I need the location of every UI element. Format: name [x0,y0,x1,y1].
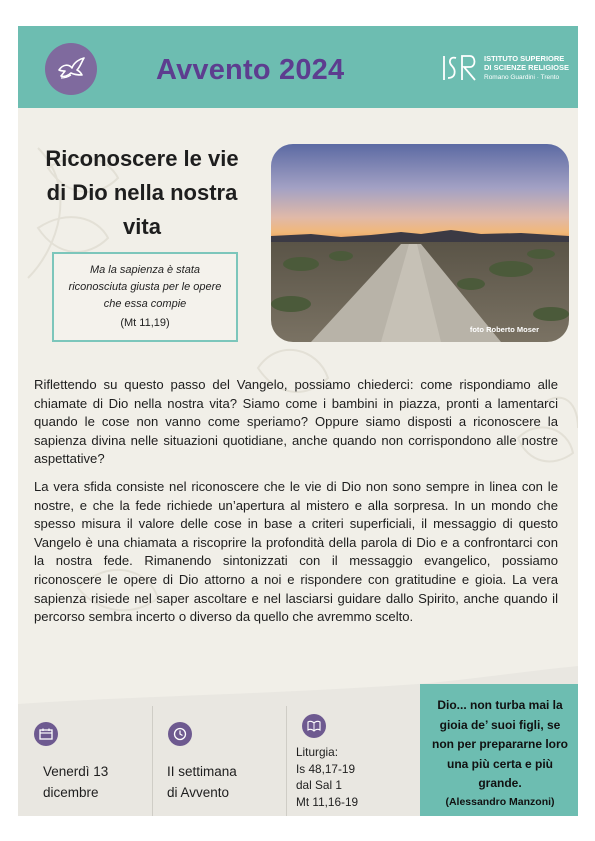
calendar-icon [34,722,58,746]
issr-logo [442,52,569,84]
week-line-1: II settimana [167,764,237,779]
sunset-road-photo [271,144,569,342]
liturgy-gospel: Mt 11,16-19 [296,794,359,809]
liturgy-psalm: dal Sal 1 [296,778,342,792]
dove-icon [56,56,86,82]
clock-icon [168,722,192,746]
gospel-quote-reference: (Mt 11,19) [120,317,170,329]
date-text [43,762,108,803]
liturgy-reading-1: Is 48,17-19 [296,761,356,776]
dove-badge [45,43,97,95]
date-line-1: Venerdì 13 [43,764,109,779]
logo-line-1: ISTITUTO SUPERIORE [484,53,565,63]
issr-logo-mark [442,53,478,83]
manzoni-author: (Alessandro Manzoni) [445,796,555,808]
liturgy-cell [286,704,420,816]
article-paragraph: La vera sfida consiste nel riconoscere che le vie di Dio non sono sempre in linea con le nostre, e che la fede richiede un’apertura al mistero e alla sorpresa. In un mondo che spesso misura il valore delle cose in base a criteri superficiali, il messaggio di questo Vangelo è una chiamata a riscoprire la profondità della parola di Dio e a confrontarci con la nostra fede. Rimanendo sintonizzati con il messaggio evangelico, possiamo riconoscere le opere di Dio attorno a noi e rispondere con gratitudine e gioia. La vera sapienza risiede nel saper ascoltare e nel lasciarsi guidare dallo Spirito, anche quando il percorso sembra incerto o diverso da quello che avremmo scelto. [34,478,558,625]
photo-illustration [271,144,569,342]
header-banner [18,26,578,108]
article-paragraph: Riflettendo su questo passo del Vangelo, possiamo chiederci: come rispondiamo alle chiamate di Dio nella nostra vita? Siamo come i bambini in piazza, pronti a lamentarci quando le cose non vanno come speriamo? Oppure siamo disposti a riconoscere la sapienza divina nelle situazioni quotidiane, anche quando non corrispondono alle nostre aspettative? [34,377,558,467]
gospel-quote: Ma la sapienza è stata riconosciuta giusta per le opere che essa compie [68,264,222,310]
book-icon [302,714,326,738]
date-line-2: dicembre [43,784,99,800]
date-cell [18,704,152,816]
header-title: Avvento 2024 [156,54,345,86]
article-body [34,376,558,636]
gospel-quote-box [52,252,238,342]
manzoni-quote: Dio... non turba mai la gioia de’ suoi figli, se non per prepararne loro una più certa e più grande. [431,698,569,790]
photo-credit: foto Roberto Moser [469,325,539,334]
week-text [167,762,237,803]
issr-logo-text [484,54,569,83]
week-cell [152,704,286,816]
logo-line-2: DI SCIENZE RELIGIOSE [484,63,570,73]
article-title: Riconoscere le vie di Dio nella nostra vita [45,146,239,239]
liturgy-label: Liturgia: [296,745,338,759]
week-line-2: di Avvento [167,784,230,800]
manzoni-quote-box [420,684,578,816]
liturgy-text [296,744,358,810]
logo-line-3: Romano Guardini · Trento [484,73,560,81]
page [18,26,578,816]
